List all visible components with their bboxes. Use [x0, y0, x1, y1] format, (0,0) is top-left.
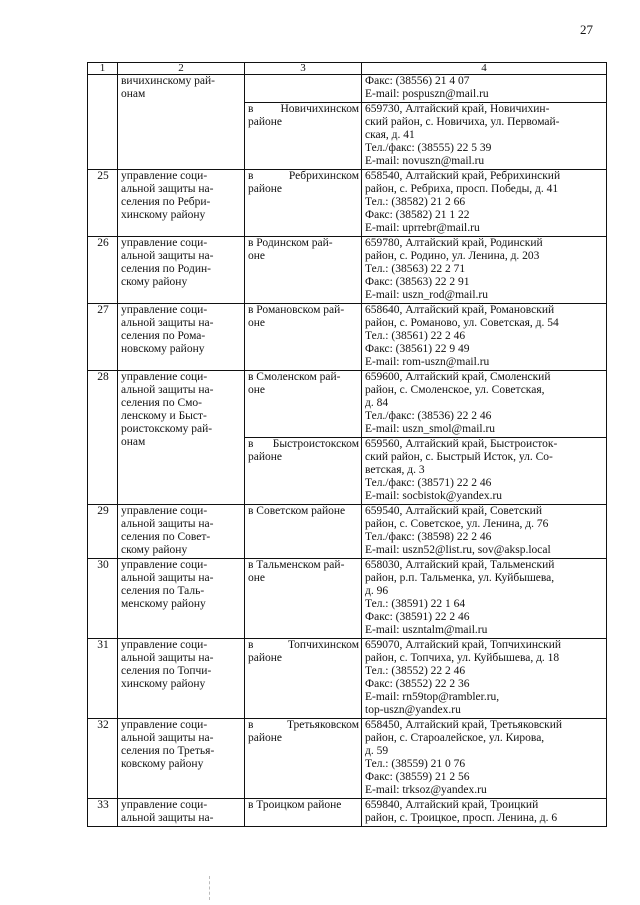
contact-line: E-mail: novuszn@mail.ru — [365, 155, 485, 167]
contact-line: Тел.: (38561) 22 2 46 — [365, 330, 466, 342]
district-name: в Третьяковском районе — [245, 719, 362, 799]
contact-line: E-mail: uszn_smol@mail.ru — [365, 423, 496, 435]
contact-line: район, р.п. Тальменка, ул. Куйбышева, — [365, 572, 555, 584]
contact-line: Факс: (38559) 21 2 56 — [365, 771, 470, 783]
contact-line: E-mail: uszn_rod@mail.ru — [365, 289, 489, 301]
department-name: управление соци- альной защиты на- селения по Ребри- хинскому району — [118, 170, 245, 237]
table-row — [88, 237, 607, 304]
row-number — [88, 75, 118, 170]
contact-cell — [362, 103, 607, 170]
contact-line: Тел./факс: (38598) 22 2 46 — [365, 531, 492, 543]
contact-line: E-mail: rom-uszn@mail.ru — [365, 356, 490, 368]
contact-line: Тел.: (38563) 22 2 71 — [365, 263, 466, 275]
contact-line: район, с. Родино, ул. Ленина, д. 203 — [365, 250, 540, 262]
contact-line: top-uszn@yandex.ru — [365, 704, 461, 716]
contact-line: 659600, Алтайский край, Смоленский — [365, 371, 551, 383]
contact-cell — [362, 237, 607, 304]
row-number: 28 — [88, 371, 118, 505]
contact-line: ский район, с. Быстрый Исток, ул. Со- — [365, 451, 553, 463]
department-name: управление соци- альной защиты на- селения по Таль- менскому району — [118, 559, 245, 639]
column-number-3: 3 — [245, 63, 362, 75]
scan-artifact-line — [209, 876, 210, 900]
district-name: в Топчихинском районе — [245, 639, 362, 719]
contact-line: район, с. Романово, ул. Советская, д. 54 — [365, 317, 559, 329]
contact-line: ветская, д. 3 — [365, 464, 425, 476]
contact-line: Тел./факс: (38555) 22 5 39 — [365, 142, 492, 154]
contact-line: E-mail: trksoz@yandex.ru — [365, 784, 487, 796]
district-name: в Тальменском рай- оне — [245, 559, 362, 639]
row-number: 30 — [88, 559, 118, 639]
contact-line: Тел.: (38582) 21 2 66 — [365, 196, 466, 208]
contact-line: Факс: (38582) 21 1 22 — [365, 209, 470, 221]
contact-line: E-mail: uprrebr@mail.ru — [365, 222, 480, 234]
table-row — [88, 799, 607, 827]
contact-line: 659780, Алтайский край, Родинский — [365, 237, 543, 249]
contact-line: д. 96 — [365, 585, 389, 597]
contact-cell — [362, 799, 607, 827]
district-name: в Новичихинском районе — [245, 103, 362, 170]
table-row — [88, 304, 607, 371]
table-body — [88, 75, 607, 827]
row-number: 29 — [88, 505, 118, 559]
contact-line: E-mail: rn59top@rambler.ru, — [365, 691, 500, 703]
social-protection-offices-table — [87, 62, 607, 827]
department-name: управление соци- альной защиты на- селения по Топчи- хинскому району — [118, 639, 245, 719]
contact-line: район, с. Ребриха, просп. Победы, д. 41 — [365, 183, 559, 195]
column-number-4: 4 — [362, 63, 607, 75]
row-number: 31 — [88, 639, 118, 719]
contact-line: Факс: (38552) 22 2 36 — [365, 678, 470, 690]
contact-line: д. 59 — [365, 745, 389, 757]
contact-line: Тел.: (38559) 21 0 76 — [365, 758, 466, 770]
row-number: 26 — [88, 237, 118, 304]
row-number: 32 — [88, 719, 118, 799]
contact-line: E-mail: uszntalm@mail.ru — [365, 624, 488, 636]
department-name: управление соци- альной защиты на- селения по Третья- ковскому району — [118, 719, 245, 799]
department-name: вичихинскому рай- онам — [118, 75, 245, 170]
table-row — [88, 371, 607, 438]
contact-line: Тел.: (38591) 22 1 64 — [365, 598, 466, 610]
row-number: 25 — [88, 170, 118, 237]
table-row — [88, 559, 607, 639]
department-name: управление соци- альной защиты на- селения по Родин- скому району — [118, 237, 245, 304]
row-number: 33 — [88, 799, 118, 827]
contact-line: Факс: (38563) 22 2 91 — [365, 276, 470, 288]
district-name: в Ребрихинском районе — [245, 170, 362, 237]
contact-line: 659560, Алтайский край, Быстроисток- — [365, 438, 558, 450]
table-row — [88, 505, 607, 559]
contact-line: Тел.: (38552) 22 2 46 — [365, 665, 466, 677]
department-name: управление соци- альной защиты на- селения по Совет- скому району — [118, 505, 245, 559]
contact-cell — [362, 505, 607, 559]
contact-cell — [362, 75, 607, 103]
department-name: управление соци- альной защиты на- селения по Рома- новскому району — [118, 304, 245, 371]
contact-cell — [362, 304, 607, 371]
contact-line: Тел./факс: (38571) 22 2 46 — [365, 477, 492, 489]
contact-line: 658450, Алтайский край, Третьяковский — [365, 719, 563, 731]
table-row — [88, 75, 607, 103]
contact-line: Тел./факс: (38536) 22 2 46 — [365, 410, 492, 422]
contact-line: 659730, Алтайский край, Новичихин- — [365, 103, 550, 115]
district-name: в Смоленском рай- оне — [245, 371, 362, 438]
column-number-2: 2 — [118, 63, 245, 75]
contact-cell — [362, 639, 607, 719]
contact-line: 659070, Алтайский край, Топчихинский — [365, 639, 561, 651]
contact-line: Факс: (38561) 22 9 49 — [365, 343, 470, 355]
page-number: 27 — [580, 22, 593, 37]
contact-line: 659840, Алтайский край, Троицкий — [365, 799, 539, 811]
contact-line: Факс: (38556) 21 4 07 — [365, 75, 470, 87]
district-name — [245, 75, 362, 103]
contact-cell — [362, 719, 607, 799]
contact-cell — [362, 371, 607, 438]
contact-line: E-mail: socbistok@yandex.ru — [365, 490, 503, 502]
table-row — [88, 170, 607, 237]
contact-line: 659540, Алтайский край, Советский — [365, 505, 542, 517]
district-name: в Родинском рай- оне — [245, 237, 362, 304]
contact-line: 658540, Алтайский край, Ребрихинский — [365, 170, 561, 182]
district-name: в Советском районе — [245, 505, 362, 559]
department-name: управление соци- альной защиты на- — [118, 799, 245, 827]
contact-line: район, с. Троицкое, просп. Ленина, д. 6 — [365, 812, 558, 824]
contact-cell — [362, 559, 607, 639]
row-number: 27 — [88, 304, 118, 371]
contact-line: район, с. Советское, ул. Ленина, д. 76 — [365, 518, 549, 530]
district-name: в Романовском рай- оне — [245, 304, 362, 371]
table-row — [88, 719, 607, 799]
column-number-1: 1 — [88, 63, 118, 75]
contact-line: район, с. Смоленское, ул. Советская, — [365, 384, 545, 396]
contact-line: район, с. Топчиха, ул. Куйбышева, д. 18 — [365, 652, 560, 664]
district-name: в Быстроистокском районе — [245, 438, 362, 505]
contact-line: ская, д. 41 — [365, 129, 415, 141]
contact-line: 658640, Алтайский край, Романовский — [365, 304, 555, 316]
contact-line: район, с. Староалейское, ул. Кирова, — [365, 732, 545, 744]
contact-line: д. 84 — [365, 397, 389, 409]
contact-line: Факс: (38591) 22 2 46 — [365, 611, 470, 623]
contact-cell — [362, 170, 607, 237]
table-row — [88, 639, 607, 719]
department-name: управление соци- альной защиты на- селения по Смо- ленскому и Быст- роистокскому рай- онам — [118, 371, 245, 505]
column-number-row — [88, 63, 607, 75]
contact-line: E-mail: uszn52@list.ru, sov@aksp.local — [365, 544, 551, 556]
contact-line: 658030, Алтайский край, Тальменский — [365, 559, 555, 571]
contact-line: E-mail: pospuszn@mail.ru — [365, 88, 489, 100]
district-name: в Троицком районе — [245, 799, 362, 827]
contact-line: ский район, с. Новичиха, ул. Первомай- — [365, 116, 560, 128]
contact-cell — [362, 438, 607, 505]
